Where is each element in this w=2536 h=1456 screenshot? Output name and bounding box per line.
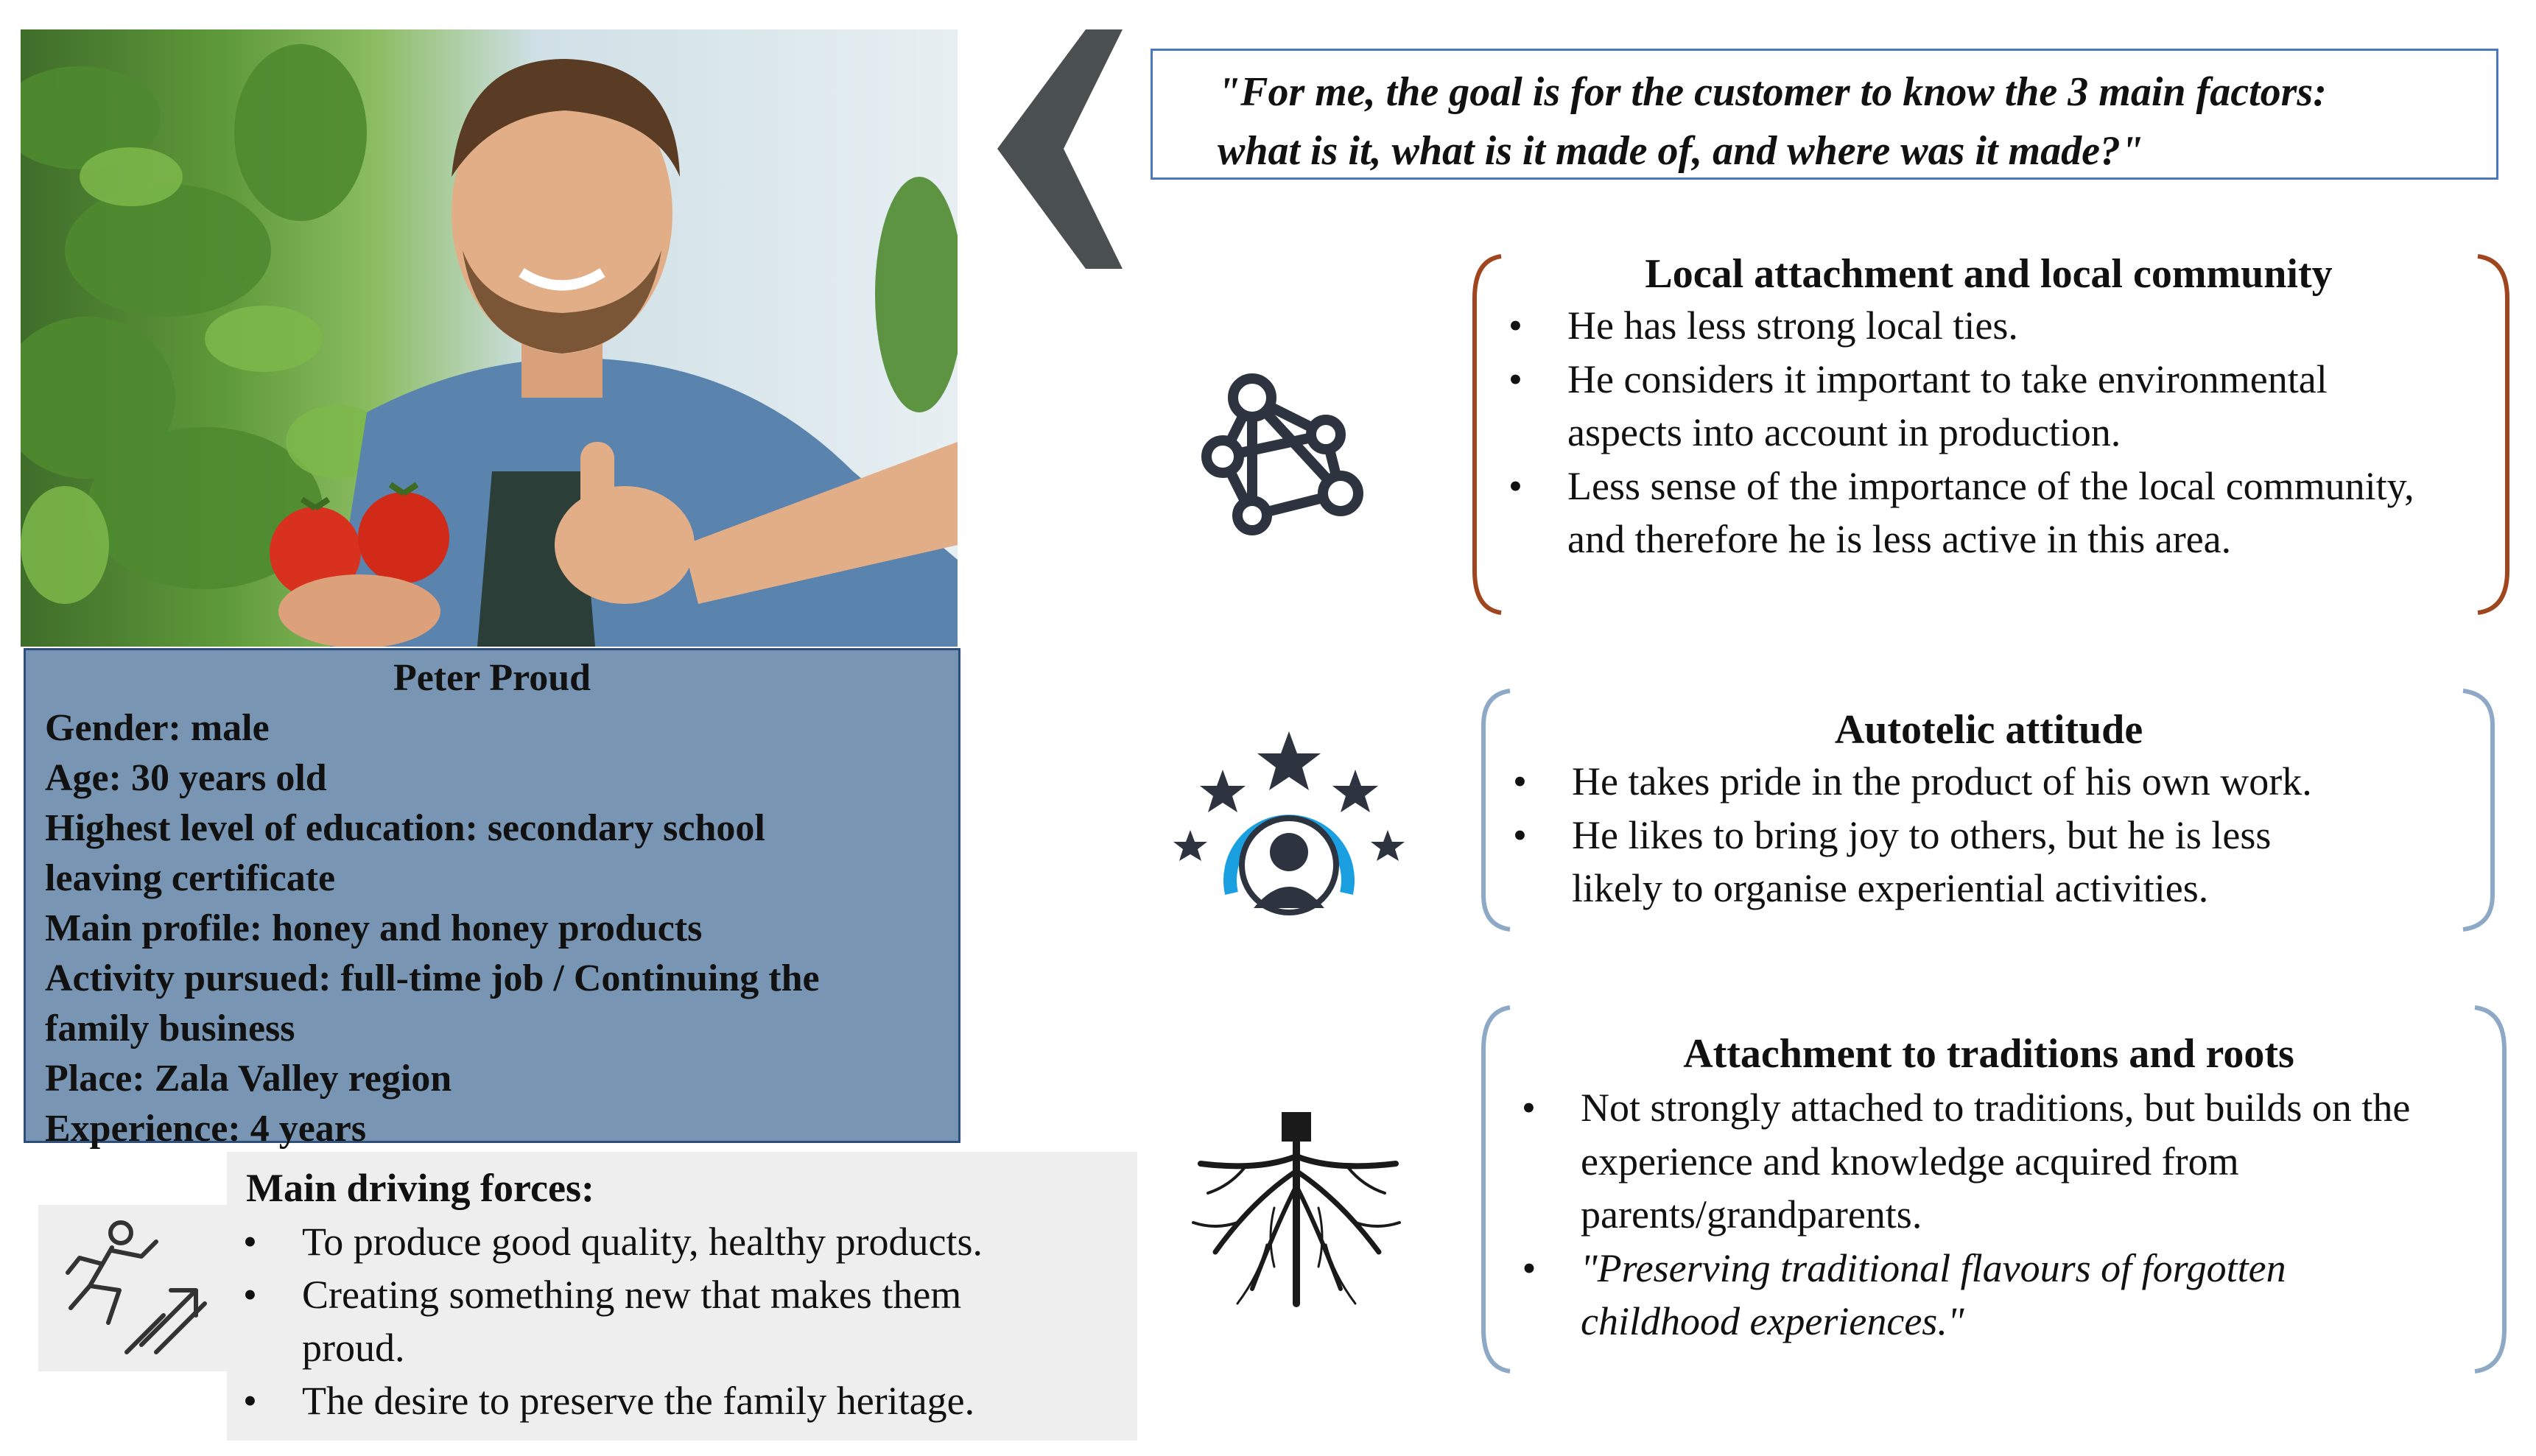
list-item: • "Preserving traditional flavours of forgotten childhood experiences."	[1522, 1242, 2428, 1348]
section-list-traditions	[1522, 1081, 2457, 1348]
roots-icon	[1186, 1112, 1407, 1311]
profile-age: Age: 30 years old	[45, 757, 327, 799]
left-brace-blue	[1479, 689, 1513, 932]
section-title-local-attachment: Local attachment and local community	[1645, 251, 2333, 297]
section-title-traditions: Attachment to traditions and roots	[1683, 1031, 2294, 1077]
profile-card	[24, 648, 960, 1150]
farmer-photo-illustration	[21, 29, 958, 647]
list-item: • Not strongly attached to traditions, but builds on the experience and knowledge acquired from parents/grandparents.	[1522, 1081, 2457, 1242]
left-brace-brown	[1470, 254, 1504, 615]
list-item: • Creating something new that makes them proud.	[243, 1268, 1039, 1374]
right-brace-blue-2	[2472, 1005, 2509, 1374]
quote-line-2: what is it, what is it made of, and where was it made?"	[1218, 128, 2144, 174]
list-item: • He considers it important to take environmental aspects into account in production.	[1508, 353, 2414, 460]
section-list-local-attachment	[1508, 299, 2459, 566]
profile-experience: Experience: 4 years	[45, 1108, 367, 1150]
network-icon	[1179, 361, 1385, 552]
profile-place: Place: Zala Valley region	[45, 1058, 452, 1100]
list-item: • He takes pride in the product of his own work.	[1513, 755, 2441, 809]
farmer-photo	[21, 29, 958, 647]
list-item: • He likes to bring joy to others, but he is less likely to organise experiential activities.	[1513, 809, 2367, 915]
list-item: • Less sense of the importance of the local community, and therefore he is less active in this area.	[1508, 460, 2481, 566]
list-item: • The desire to preserve the family heritage.	[243, 1374, 1127, 1427]
quote-line-1: "For me, the goal is for the customer to know the 3 main factors:	[1218, 69, 2327, 115]
list-item: • To produce good quality, healthy products.	[243, 1215, 1127, 1268]
running-person-arrow-icon	[38, 1205, 230, 1371]
chevron-left-icon	[997, 29, 1123, 269]
list-item: • He has less strong local ties.	[1508, 299, 2459, 353]
profile-gender: Gender: male	[45, 707, 270, 749]
profile-main-profile: Main profile: honey and honey products	[45, 907, 703, 949]
driving-forces-list	[243, 1215, 1127, 1427]
driving-forces-title: Main driving forces:	[246, 1166, 594, 1210]
rating-person-icon	[1171, 725, 1407, 939]
section-title-autotelic: Autotelic attitude	[1834, 707, 2143, 753]
left-brace-blue-2	[1479, 1005, 1513, 1374]
right-brace-blue	[2460, 689, 2497, 932]
profile-name: Peter Proud	[393, 657, 591, 699]
section-list-autotelic	[1513, 755, 2441, 915]
profile-education: Highest level of education: secondary school	[45, 807, 765, 849]
profile-activity-cont: family business	[45, 1007, 295, 1049]
quote-box	[1151, 49, 2498, 180]
profile-activity: Activity pursued: full-time job / Continuing the	[45, 957, 820, 999]
driving-forces-icon-panel	[38, 1205, 230, 1371]
profile-education-cont: leaving certificate	[45, 857, 336, 899]
